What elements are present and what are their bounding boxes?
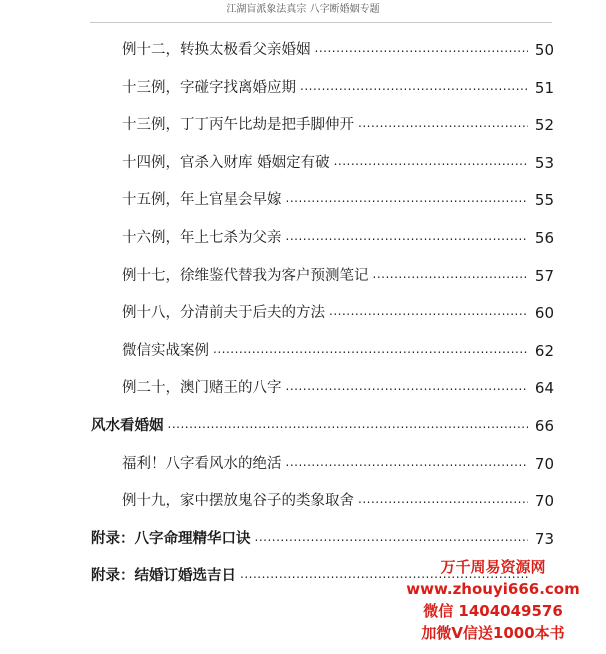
toc-dot-leader [255,527,529,547]
toc-section-entry[interactable] [122,74,554,98]
toc-section-entry[interactable] [122,111,554,135]
toc-section-entry[interactable] [122,299,554,323]
toc-entry-title: 十六例，年上七杀为父亲 [122,230,282,246]
watermark-wechat: 微信 1404049576 [423,602,563,620]
toc-page-number: 50 [534,41,554,59]
running-header-text: 江湖盲派象法真宗 八字断婚姻专题 [226,4,380,15]
toc-section-entry[interactable] [122,36,554,60]
toc-section-entry[interactable] [122,149,554,173]
toc-dot-leader [358,113,528,133]
toc-entry-title: 附录：结婚订婚选吉日 [91,568,236,585]
toc-page-number: 62 [534,341,554,360]
toc-entry-title: 例十七，徐维鉴代替我为客户预测笔记 [122,267,369,284]
toc-section-entry[interactable] [122,262,554,286]
toc-page-number: 70 [534,492,554,511]
toc-dot-leader [286,226,529,246]
toc-page-number: 57 [534,266,554,285]
toc-section-entry[interactable] [122,374,554,398]
running-header [0,0,606,22]
toc-entry-title: 十三例，字碰字找离婚应期 [122,79,296,96]
toc-page-number: 66 [534,417,554,435]
toc-entry-title: 十四例，官杀入财库 婚姻定有破 [122,154,330,171]
toc-page-number: 64 [534,379,554,398]
toc-entry-title: 风水看婚姻 [91,418,164,434]
toc-page-number: 55 [534,191,554,210]
toc-dot-leader [168,414,529,434]
toc-entry-title: 例十二，转换太极看父亲婚姻 [122,42,311,58]
toc-entry-title: 福利！八字看风水的绝活 [122,455,282,472]
toc-dot-leader [286,452,529,472]
toc-chapter-entry[interactable] [91,525,554,549]
toc-entry-title: 例二十，澳门赌王的八字 [122,380,282,397]
toc-page-number: 73 [534,529,554,548]
toc-section-entry[interactable] [122,487,554,511]
toc-entry-title: 十五例，年上官星会早嫁 [122,192,282,209]
watermark-offer: 加微V信送1000本书 [421,624,565,642]
toc-dot-leader [286,376,529,396]
toc-page-number: 51 [534,78,554,97]
toc-dot-leader [329,301,528,321]
toc-page-number: 60 [534,304,554,323]
toc-dot-leader [315,38,529,58]
toc-section-entry[interactable] [122,337,554,361]
toc-entry-title: 例十九，家中摆放鬼谷子的类象取舍 [122,493,354,510]
toc-entry-title: 例十八，分清前夫于后夫的方法 [122,305,325,322]
toc-dot-leader [213,339,528,359]
toc-page-number: 52 [534,116,554,135]
toc-dot-leader [300,76,528,96]
header-divider [90,22,552,23]
toc-section-entry[interactable] [122,224,554,248]
toc-dot-leader [373,264,529,284]
toc-entry-title: 附录：八字命理精华口诀 [91,530,251,547]
toc-page-number: 53 [534,153,554,172]
toc-entry-title: 微信实战案例 [122,342,209,359]
toc-entry-title: 十三例，丁丁丙午比劫是把手脚伸开 [122,117,354,134]
watermark [398,556,588,644]
toc-page-number: 70 [534,454,554,473]
toc-page-number: 56 [534,229,554,247]
toc-dot-leader [286,188,529,208]
toc-section-entry[interactable] [122,186,554,210]
watermark-site-name: 万千周易资源网 [440,558,546,576]
watermark-url: www.zhouyi666.com [406,580,580,598]
toc-dot-leader [334,151,528,171]
toc-chapter-entry[interactable] [91,412,554,436]
toc-section-entry[interactable] [122,450,554,474]
toc-dot-leader [358,489,528,509]
